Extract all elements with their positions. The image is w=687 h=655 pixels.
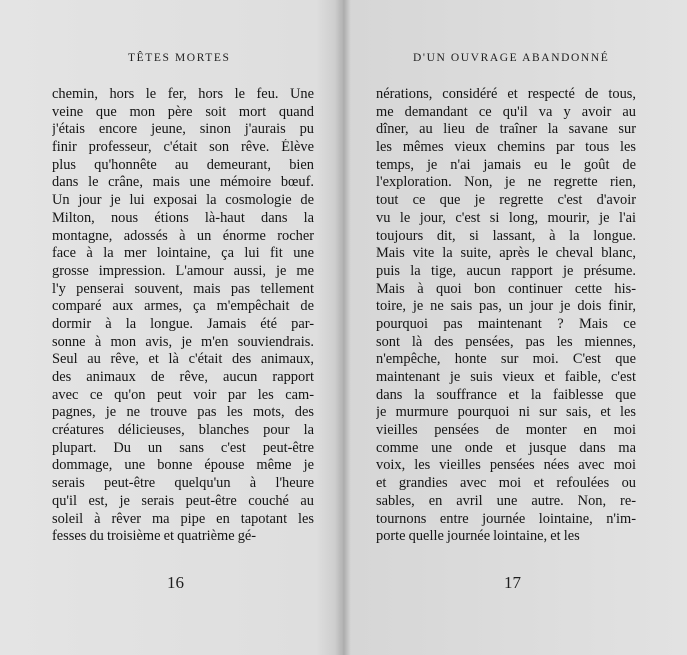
text-line: fesses du troisième et quatrième gé-: [52, 528, 257, 545]
text-line: montagne, adossés à un énorme rocher: [52, 227, 314, 244]
text-line: me demandant ce qu'il va y avoir au: [376, 103, 636, 120]
text-line: tout ce que je regrette c'est d'avoir: [376, 192, 636, 209]
text-line: Un jour je lui exposai la cosmologie de: [52, 192, 314, 209]
text-line: j'étais encore jeune, sinon j'aurais pu: [52, 121, 314, 138]
text-line: avec ce qu'on peut voir par les cam-: [52, 386, 314, 403]
text-line: vieilles pensées de monter en moi: [376, 422, 636, 439]
text-line: toujours dit, si lassant, à la longue.: [376, 227, 636, 244]
text-line: serais peut-être quelqu'un à l'heure: [52, 475, 314, 492]
left-page-text: [52, 86, 314, 546]
right-page-text: [376, 86, 636, 546]
text-line: sables, en avril une autre. Non, re-: [376, 492, 636, 509]
text-line: finir professeur, c'était son rêve. Élève: [52, 139, 314, 156]
text-line: comme une onde et jusque dans ma: [376, 439, 636, 456]
page-number-left: 16: [167, 573, 184, 592]
text-line: maintenant je suis vieux et faible, c'est: [376, 369, 636, 385]
text-line: n'empêche, honte sur moi. C'est que: [376, 351, 636, 368]
text-line: face à la mer lointaine, ça lui fit une: [52, 245, 314, 262]
text-line: Mais à quoi bon continuer cette his-: [376, 280, 636, 297]
text-line: Mais vite la suite, après le cheval blanc,: [376, 245, 636, 262]
text-line: temps, je n'ai jamais eu le goût de: [376, 156, 636, 173]
text-line: et grandies avec moi et refoulées ou: [376, 475, 636, 492]
text-line: grosse impression. L'amour aussi, je me: [52, 262, 314, 279]
text-line: plupart. Du un sans c'est peut-être: [52, 439, 314, 456]
text-line: qu'il est, je serais peut-être couché au: [52, 492, 314, 509]
text-line: pagnes, je ne trouve pas les mots, des: [52, 404, 314, 421]
running-head-left: TÊTES MORTES: [128, 52, 231, 64]
text-line: sont là des pensées, pas les miennes,: [376, 333, 636, 350]
text-line: les mêmes vieux chemins par tous les: [376, 139, 636, 156]
text-line: l'y penserai souvent, mais pas tellement: [52, 280, 314, 297]
text-line: voix, les vieilles pensées nées avec moi: [376, 457, 636, 474]
text-line: porte quelle journée lointaine, et les: [376, 528, 580, 545]
text-line: dans la souffrance et la faiblesse que: [376, 386, 636, 403]
running-head-right: D'UN OUVRAGE ABANDONNÉ: [413, 52, 610, 64]
text-line: soleil à rêver ma pipe en tapotant les: [52, 510, 314, 527]
text-line: veine que mon père soit mort quand: [52, 103, 314, 120]
text-line: Milton, nous étions là-haut dans la: [52, 209, 314, 226]
left-page: [0, 0, 343, 655]
text-line: puis la tige, aucun rapport je présume.: [376, 262, 636, 279]
right-page: [343, 0, 687, 655]
text-line: chemin, hors le fer, hors le feu. Une: [52, 86, 314, 102]
text-line: des animaux de rêve, aucun rapport: [52, 369, 314, 385]
text-line: sonne à mon avis, je m'en souviendrais.: [52, 333, 314, 350]
text-line: pourquoi pas maintenant ? Mais ce: [376, 315, 636, 332]
text-line: toire, je ne sais pas, un jour je dois finir,: [376, 298, 636, 315]
text-line: dormir à la longue. Jamais été par-: [52, 315, 314, 332]
text-line: comparé aux armes, ça m'empêchait de: [52, 298, 314, 315]
text-line: tournons entre journée lointaine, n'im-: [376, 510, 636, 527]
text-line: l'exploration. Non, je ne regrette rien,: [376, 174, 636, 191]
text-line: dommage, une bonne épouse même je: [52, 457, 314, 474]
text-line: dans le crâne, mais une mémoire bœuf.: [52, 174, 314, 191]
page-number-right: 17: [504, 573, 521, 592]
text-line: vu le jour, c'est si long, mourir, je l'ai: [376, 209, 636, 226]
text-line: je murmure pourquoi ni sur sais, et les: [376, 404, 636, 421]
text-line: nérations, considéré et respecté de tous,: [376, 86, 636, 102]
text-line: Seul au rêve, et là c'était des animaux,: [52, 351, 314, 368]
text-line: créatures délicieuses, blanches pour la: [52, 422, 314, 439]
text-line: dîner, au lieu de traîner la savane sur: [376, 121, 636, 138]
text-line: plus qu'honnête au demeurant, bien: [52, 156, 314, 173]
